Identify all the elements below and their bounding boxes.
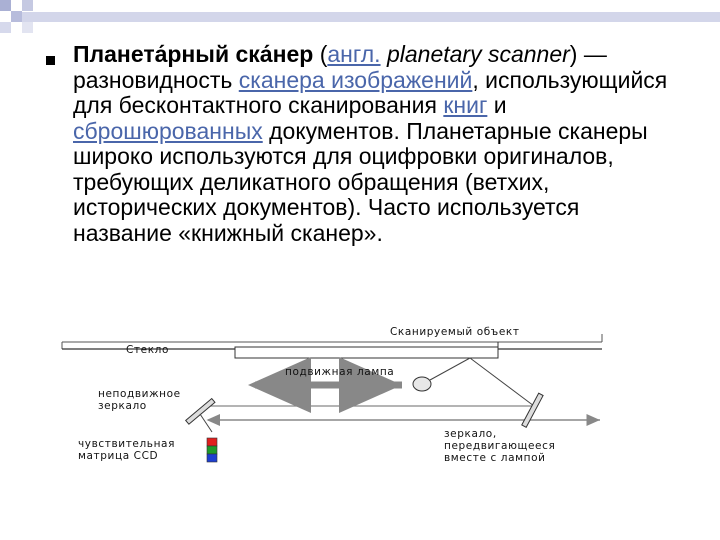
- label-moving-mirror-3: вместе с лампой: [444, 452, 546, 464]
- label-ccd-1: чувствительная: [78, 438, 175, 450]
- decorative-square: [11, 0, 22, 11]
- link-image-scanner[interactable]: сканера изображений: [238, 66, 473, 93]
- paragraph-text-3: и: [487, 92, 507, 118]
- label-moving-lamp: подвижная лампа: [285, 366, 395, 378]
- ccd-red: [207, 438, 217, 446]
- ray-to-ccd: [200, 414, 212, 432]
- paragraph-text-2: , использующийся для бесконтактного сканирования: [73, 66, 668, 118]
- label-ccd-2: матрица CCD: [78, 450, 159, 462]
- scanned-object: [235, 347, 498, 358]
- main-paragraph: [73, 42, 673, 246]
- decorative-header: [0, 0, 720, 40]
- link-english[interactable]: англ.: [327, 41, 381, 67]
- moving-mirror: [522, 393, 543, 427]
- link-books[interactable]: книг: [443, 92, 488, 118]
- paragraph-text-1: ) — разновидность: [73, 41, 607, 93]
- label-glass: Стекло: [126, 344, 169, 356]
- light-ray-to-mirror: [470, 358, 534, 406]
- decorative-square: [0, 22, 11, 33]
- label-scanned-object: Сканируемый объект: [390, 326, 520, 338]
- label-moving-mirror-1: зеркало,: [444, 428, 497, 440]
- decorative-square: [0, 0, 11, 11]
- label-fixed-mirror-2: зеркало: [98, 400, 147, 412]
- decorative-square: [0, 11, 11, 22]
- open-paren: (: [313, 41, 328, 67]
- decorative-square: [11, 11, 22, 22]
- decorative-square: [11, 22, 22, 33]
- link-bound[interactable]: сброшюрованных: [73, 117, 263, 144]
- paragraph-text-4: документов. Планетарные сканеры широко используются для оцифровки оригиналов, требующих деликатного обращения (ветхих, исторических документов). Часто используется название «книжный сканер».: [73, 117, 648, 246]
- bullet-marker: [46, 56, 55, 65]
- ccd-green: [207, 446, 217, 454]
- scanner-diagram: [60, 322, 620, 472]
- decorative-square: [22, 22, 33, 33]
- term-bold: Планета́рный ска́нер: [73, 41, 314, 67]
- decorative-square: [22, 0, 33, 11]
- decorative-bar: [22, 12, 720, 22]
- ccd-blue: [207, 454, 217, 462]
- label-fixed-mirror-1: неподвижное: [98, 388, 181, 400]
- lamp-light-beam: [430, 358, 470, 380]
- lamp: [413, 377, 431, 391]
- english-term: planetary scanner: [386, 41, 570, 67]
- label-moving-mirror-2: передвигающееся: [444, 440, 556, 452]
